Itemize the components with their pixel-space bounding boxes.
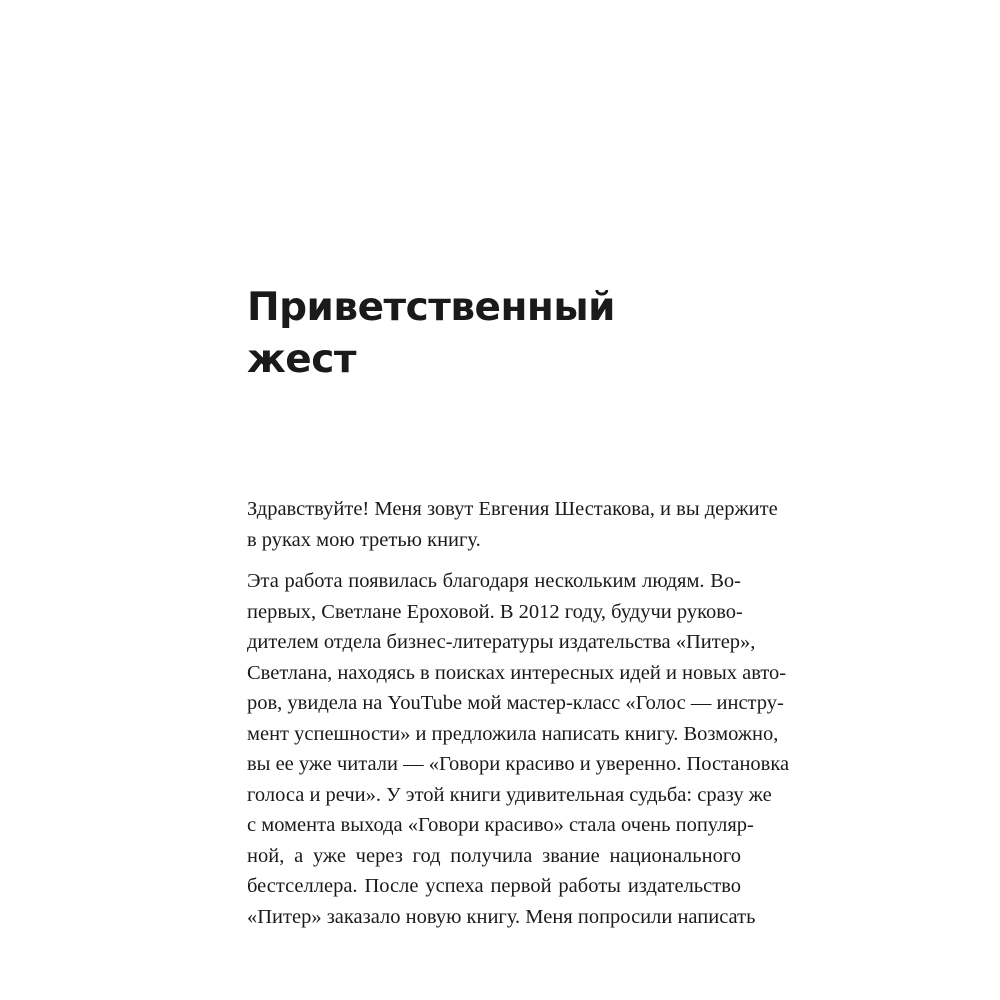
text-line: дителем отдела бизнес-литературы издательства «Питер»,	[247, 631, 756, 653]
text-line: ров, увидела на YouTube мой мастер-класс «Голос — инстру-	[247, 692, 784, 714]
text-line: Эта работа появилась благодаря нескольким людям. Во-	[247, 570, 741, 592]
text-line: бестселлера. После успеха первой работы издательство	[247, 875, 741, 897]
chapter-title	[247, 282, 615, 386]
text-line: мент успешности» и предложила написать книгу. Возможно,	[247, 722, 779, 745]
paragraph-greeting	[247, 494, 778, 555]
text-line: «Питер» заказало новую книгу. Меня попросили написать	[247, 905, 756, 928]
body-text	[247, 494, 790, 943]
chapter-title-line: жест	[247, 337, 356, 382]
text-line: ной, а уже через год получила звание национального	[247, 844, 741, 867]
text-line: первых, Светлане Ероховой. В 2012 году, будучи руково-	[247, 600, 743, 623]
text-line: Светлана, находясь в поисках интересных идей и новых авто-	[247, 661, 787, 684]
text-line: вы ее уже читали — «Говори красиво и уверенно. Постановка	[247, 753, 790, 775]
text-line: Здравствуйте! Меня зовут Евгения Шестакова, и вы держите	[247, 498, 778, 520]
chapter-title-line: Приветственный	[247, 285, 615, 330]
text-line: в руках мою третью книгу.	[247, 528, 481, 551]
text-line: голоса и речи». У этой книги удивительная судьба: сразу же	[247, 783, 772, 806]
text-line: с момента выхода «Говори красиво» стала очень популяр-	[247, 814, 754, 836]
paragraph-story	[247, 566, 790, 932]
